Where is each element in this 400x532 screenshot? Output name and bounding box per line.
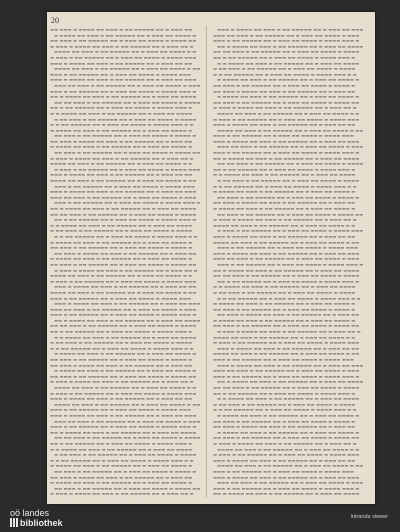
- page-number: 20: [51, 16, 59, 25]
- text-column-right: [213, 28, 363, 498]
- entry-line: ▬▬▬▬ ▬▬ ▬▬▬ ▬ ▬▬ ▬▬▬▬▬ ▬▬ ▬ ▬▬▬ ▬▬ ▬▬▬▬ ▬ ▬: [213, 223, 356, 229]
- entry-line: ▬▬ ▬▬▬ ▬ ▬▬ ▬▬▬▬▬ ▬▬ ▬ ▬▬▬ ▬▬ ▬▬▬▬ ▬ ▬▬▬▬ ▬: [50, 246, 193, 252]
- entry-line: ▬▬ ▬ ▬▬ ▬▬▬▬▬ ▬▬ ▬ ▬▬▬ ▬▬ ▬▬▬▬ ▬ ▬▬▬▬ ▬▬▬ ▬: [50, 330, 193, 336]
- entry-line: ▬ ▬▬▬▬ ▬▬ ▬▬▬ ▬ ▬▬ ▬▬▬▬▬ ▬▬ ▬ ▬▬▬ ▬▬ ▬▬▬▬ ▬: [217, 430, 360, 436]
- entry-line: ▬▬ ▬▬▬ ▬ ▬▬ ▬▬▬▬▬ ▬▬ ▬ ▬▬▬ ▬▬ ▬▬▬▬ ▬ ▬▬▬▬ ▬▬: [217, 212, 363, 218]
- entry-line: ▬ ▬▬▬▬ ▬▬ ▬▬▬ ▬ ▬▬ ▬▬▬▬▬ ▬▬ ▬ ▬▬▬ ▬▬ ▬▬▬▬ ▬: [54, 369, 197, 375]
- entry-line: ▬▬▬ ▬▬ ▬▬▬ ▬ ▬▬ ▬▬▬▬▬ ▬▬ ▬ ▬▬▬ ▬▬ ▬▬▬▬ ▬ ▬▬▬: [213, 33, 360, 39]
- entry-line: ▬▬ ▬▬▬ ▬ ▬▬ ▬▬▬▬▬ ▬▬ ▬ ▬▬▬ ▬▬ ▬▬▬▬ ▬ ▬▬▬▬ ▬▬: [213, 100, 360, 106]
- entry-line: ▬▬▬ ▬ ▬▬ ▬▬▬▬▬ ▬▬ ▬ ▬▬▬ ▬▬ ▬▬▬▬ ▬ ▬▬▬▬ ▬▬▬ ▬: [213, 374, 360, 380]
- entry-line: ▬ ▬ ▬▬ ▬▬▬▬▬ ▬▬ ▬ ▬▬▬ ▬▬ ▬▬▬▬ ▬ ▬▬▬▬ ▬▬▬ ▬ ▬: [50, 458, 194, 464]
- entry-line: ▬ ▬▬▬ ▬ ▬▬▬▬ ▬▬ ▬▬▬ ▬ ▬▬ ▬▬▬▬▬ ▬▬ ▬ ▬▬▬ ▬▬ ▬: [213, 106, 357, 112]
- entry-line: ▬▬▬ ▬ ▬▬ ▬▬▬▬▬ ▬▬ ▬ ▬▬▬ ▬▬ ▬▬▬▬ ▬ ▬▬▬▬ ▬▬▬ ▬: [213, 486, 360, 492]
- entry-line: ▬▬ ▬ ▬▬ ▬▬▬▬▬ ▬▬ ▬ ▬▬▬ ▬▬ ▬▬▬▬ ▬ ▬▬▬▬ ▬▬▬ ▬: [213, 167, 356, 173]
- entry-line: ▬▬▬▬ ▬▬ ▬▬▬ ▬ ▬▬ ▬▬▬▬▬ ▬▬ ▬ ▬▬▬ ▬▬ ▬▬▬▬ ▬ ▬▬: [50, 179, 197, 185]
- entry-line: ▬ ▬▬ ▬▬▬ ▬ ▬▬ ▬▬▬▬▬ ▬▬ ▬ ▬▬▬ ▬▬ ▬▬▬▬ ▬ ▬▬▬▬: [213, 290, 356, 296]
- entry-line: ▬ ▬▬▬ ▬ ▬▬ ▬▬▬▬▬ ▬▬ ▬ ▬▬▬ ▬▬ ▬▬▬▬ ▬ ▬▬▬▬ ▬▬▬: [50, 55, 197, 61]
- entry-line: ▬ ▬▬ ▬▬▬ ▬ ▬▬ ▬▬▬▬▬ ▬▬ ▬ ▬▬▬ ▬▬ ▬▬▬▬ ▬ ▬▬▬▬: [213, 67, 356, 73]
- entry-line: ▬ ▬▬▬ ▬ ▬▬▬▬ ▬▬ ▬▬▬ ▬ ▬▬ ▬▬▬▬▬ ▬▬ ▬ ▬▬▬ ▬▬ ▬: [50, 44, 194, 50]
- logo-line-bottom: [10, 518, 63, 528]
- entry-line: ▬▬ ▬▬▬ ▬ ▬▬ ▬▬▬▬▬ ▬▬ ▬ ▬▬▬ ▬▬ ▬▬▬▬ ▬ ▬▬▬▬ ▬: [217, 195, 360, 201]
- entry-line: ▬ ▬▬ ▬▬▬ ▬ ▬▬ ▬▬▬▬▬ ▬▬ ▬ ▬▬▬ ▬▬ ▬▬▬▬ ▬ ▬▬▬▬: [54, 453, 197, 459]
- entry-line: ▬▬ ▬▬▬ ▬ ▬▬▬▬ ▬▬ ▬▬▬ ▬ ▬▬ ▬▬▬▬▬ ▬▬ ▬ ▬▬▬ ▬▬: [50, 475, 193, 481]
- entry-line: ▬▬▬▬ ▬▬ ▬▬▬ ▬ ▬▬ ▬▬▬▬▬ ▬▬ ▬ ▬▬▬ ▬▬ ▬▬▬▬ ▬ ▬: [217, 111, 360, 117]
- entry-line: ▬▬▬ ▬ ▬▬ ▬▬▬▬▬ ▬▬ ▬ ▬▬▬ ▬▬ ▬▬▬▬ ▬ ▬▬▬▬ ▬▬▬ ▬: [50, 89, 197, 95]
- entry-line: ▬ ▬ ▬▬▬▬ ▬▬ ▬▬▬ ▬ ▬▬ ▬▬▬▬▬ ▬▬ ▬ ▬▬▬ ▬▬ ▬▬▬▬: [50, 447, 193, 453]
- entry-line: ▬ ▬▬▬ ▬ ▬▬ ▬▬▬▬▬ ▬▬ ▬ ▬▬▬ ▬▬ ▬▬▬▬ ▬ ▬▬▬▬ ▬▬▬: [213, 117, 360, 123]
- entry-line: ▬▬▬ ▬ ▬▬▬▬ ▬▬ ▬▬▬ ▬ ▬▬ ▬▬▬▬▬ ▬▬ ▬ ▬▬▬ ▬▬ ▬▬▬: [217, 28, 363, 33]
- entry-line: ▬▬▬ ▬ ▬▬ ▬▬▬▬▬ ▬▬ ▬ ▬▬▬ ▬▬ ▬▬▬▬ ▬ ▬▬▬▬ ▬▬▬ ▬: [213, 151, 360, 157]
- entry-line: ▬▬▬ ▬▬ ▬▬▬ ▬ ▬▬ ▬▬▬▬▬ ▬▬ ▬ ▬▬▬ ▬▬ ▬▬▬▬ ▬ ▬▬▬: [213, 369, 360, 375]
- entry-line: ▬ ▬▬ ▬▬▬ ▬ ▬▬ ▬▬▬▬▬ ▬▬ ▬ ▬▬▬ ▬▬ ▬▬▬▬ ▬ ▬▬▬▬: [213, 402, 356, 408]
- entry-line: ▬▬ ▬▬▬ ▬ ▬▬ ▬▬▬▬▬ ▬▬ ▬ ▬▬▬ ▬▬ ▬▬▬▬ ▬ ▬▬▬▬ ▬▬: [50, 39, 197, 45]
- entry-line: ▬▬▬ ▬ ▬▬▬▬ ▬▬ ▬▬▬ ▬ ▬▬ ▬▬▬▬▬ ▬▬ ▬ ▬▬▬ ▬▬ ▬▬: [50, 61, 193, 67]
- entry-line: ▬▬▬ ▬ ▬▬ ▬▬▬▬▬ ▬▬ ▬ ▬▬▬ ▬▬ ▬▬▬▬ ▬ ▬▬▬▬ ▬▬▬ ▬: [213, 39, 360, 45]
- entry-line: ▬ ▬ ▬▬▬▬ ▬▬ ▬▬▬ ▬ ▬▬ ▬▬▬▬▬ ▬▬ ▬ ▬▬▬ ▬▬ ▬▬▬▬: [213, 285, 356, 291]
- entry-line: ▬▬ ▬▬ ▬▬▬ ▬ ▬▬ ▬▬▬▬▬ ▬▬ ▬ ▬▬▬ ▬▬ ▬▬▬▬ ▬ ▬▬▬▬: [54, 100, 200, 106]
- entry-line: ▬▬▬ ▬▬ ▬▬▬ ▬ ▬▬ ▬▬▬▬▬ ▬▬ ▬ ▬▬▬ ▬▬ ▬▬▬▬ ▬ ▬▬▬: [217, 145, 363, 151]
- entry-line: ▬▬ ▬▬▬ ▬ ▬▬ ▬▬▬▬▬ ▬▬ ▬ ▬▬▬ ▬▬ ▬▬▬▬ ▬ ▬▬▬▬ ▬▬: [54, 486, 200, 492]
- entry-line: ▬▬ ▬▬▬ ▬ ▬▬ ▬▬▬▬▬ ▬▬ ▬ ▬▬▬ ▬▬ ▬▬▬▬ ▬ ▬▬▬▬ ▬▬: [50, 262, 197, 268]
- entry-line: ▬▬▬ ▬ ▬▬ ▬▬▬▬▬ ▬▬ ▬ ▬▬▬ ▬▬ ▬▬▬▬ ▬ ▬▬▬▬ ▬▬▬ ▬: [50, 313, 197, 319]
- entry-line: ▬▬▬▬ ▬▬ ▬▬▬ ▬ ▬▬ ▬▬▬▬▬ ▬▬ ▬ ▬▬▬ ▬▬ ▬▬▬▬ ▬ ▬: [213, 335, 356, 341]
- entry-line: ▬ ▬▬▬ ▬ ▬▬ ▬▬▬▬▬ ▬▬ ▬ ▬▬▬ ▬▬ ▬▬▬▬ ▬ ▬▬▬▬ ▬▬▬: [50, 279, 197, 285]
- entry-line: ▬ ▬ ▬▬▬▬ ▬▬ ▬▬▬ ▬ ▬▬ ▬▬▬▬▬ ▬▬ ▬ ▬▬▬ ▬▬ ▬▬▬▬: [50, 111, 193, 117]
- text-column-left: [50, 28, 200, 498]
- entry-line: ▬ ▬▬▬ ▬ ▬▬ ▬▬▬▬▬ ▬▬ ▬ ▬▬▬ ▬▬ ▬▬▬▬ ▬ ▬▬▬▬ ▬▬▬: [50, 391, 197, 397]
- entry-line: ▬▬▬ ▬▬ ▬▬▬ ▬ ▬▬ ▬▬▬▬▬ ▬▬ ▬ ▬▬▬ ▬▬ ▬▬▬▬ ▬ ▬▬▬: [50, 307, 197, 313]
- entry-line: ▬▬ ▬ ▬▬▬▬ ▬▬ ▬▬▬ ▬ ▬▬ ▬▬▬▬▬ ▬▬ ▬ ▬▬▬ ▬▬ ▬▬▬▬: [213, 156, 360, 162]
- entry-line: ▬▬▬ ▬ ▬▬▬▬ ▬▬ ▬▬▬ ▬ ▬▬ ▬▬▬▬▬ ▬▬ ▬ ▬▬▬ ▬▬ ▬▬▬: [50, 78, 197, 84]
- entry-line: ▬▬ ▬▬▬ ▬ ▬▬ ▬▬▬▬▬ ▬▬ ▬ ▬▬▬ ▬▬ ▬▬▬▬ ▬ ▬▬▬▬ ▬: [213, 419, 356, 425]
- column-divider: [206, 26, 207, 498]
- entry-line: ▬▬ ▬ ▬▬ ▬▬▬▬▬ ▬▬ ▬ ▬▬▬ ▬▬ ▬▬▬▬ ▬ ▬▬▬▬ ▬▬▬ ▬: [54, 218, 197, 224]
- entry-line: ▬ ▬▬▬ ▬ ▬▬ ▬▬▬▬▬ ▬▬ ▬ ▬▬▬ ▬▬ ▬▬▬▬ ▬ ▬▬▬▬ ▬▬▬: [54, 167, 200, 173]
- entry-line: ▬ ▬ ▬▬ ▬▬▬▬▬ ▬▬ ▬ ▬▬▬ ▬▬ ▬▬▬▬ ▬ ▬▬▬▬ ▬▬▬ ▬ ▬: [50, 346, 194, 352]
- entry-line: ▬▬▬▬ ▬▬ ▬▬▬ ▬ ▬▬ ▬▬▬▬▬ ▬▬ ▬ ▬▬▬ ▬▬ ▬▬▬▬ ▬ ▬▬: [54, 67, 200, 73]
- entry-line: ▬▬▬ ▬ ▬▬▬▬ ▬▬ ▬▬▬ ▬ ▬▬ ▬▬▬▬▬ ▬▬ ▬ ▬▬▬ ▬▬ ▬▬: [50, 397, 193, 403]
- entry-line: ▬ ▬ ▬▬ ▬▬▬▬▬ ▬▬ ▬ ▬▬▬ ▬▬ ▬▬▬▬ ▬ ▬▬▬▬ ▬▬▬ ▬ ▬: [213, 72, 357, 78]
- entry-line: ▬▬▬▬ ▬▬ ▬▬▬ ▬ ▬▬ ▬▬▬▬▬ ▬▬ ▬ ▬▬▬ ▬▬ ▬▬▬▬ ▬ ▬: [54, 50, 197, 56]
- entry-line: ▬ ▬ ▬▬ ▬▬▬▬▬ ▬▬ ▬ ▬▬▬ ▬▬ ▬▬▬▬ ▬ ▬▬▬▬ ▬▬▬ ▬ ▬: [50, 123, 194, 129]
- entry-line: ▬▬▬▬ ▬▬ ▬▬▬ ▬ ▬▬ ▬▬▬▬▬ ▬▬ ▬ ▬▬▬ ▬▬ ▬▬▬▬ ▬ ▬▬: [217, 464, 363, 470]
- entry-line: ▬▬▬ ▬ ▬▬▬▬ ▬▬ ▬▬▬ ▬ ▬▬ ▬▬▬▬▬ ▬▬ ▬ ▬▬▬ ▬▬ ▬▬▬: [213, 139, 360, 145]
- entry-line: ▬▬▬ ▬ ▬▬▬▬ ▬▬ ▬▬▬ ▬ ▬▬ ▬▬▬▬▬ ▬▬ ▬ ▬▬▬ ▬▬ ▬▬▬: [50, 413, 197, 419]
- entry-line: ▬▬ ▬▬▬ ▬ ▬▬▬▬ ▬▬ ▬▬▬ ▬ ▬▬ ▬▬▬▬▬ ▬▬ ▬ ▬▬▬ ▬▬: [213, 201, 356, 207]
- logo-line-top: oö landes: [10, 508, 50, 518]
- entry-line: ▬▬ ▬ ▬▬▬▬ ▬▬ ▬▬▬ ▬ ▬▬ ▬▬▬▬▬ ▬▬ ▬ ▬▬▬ ▬▬ ▬▬▬▬: [217, 44, 363, 50]
- entry-line: ▬▬ ▬▬▬ ▬ ▬▬ ▬▬▬▬▬ ▬▬ ▬ ▬▬▬ ▬▬ ▬▬▬▬ ▬ ▬▬▬▬ ▬▬: [213, 324, 360, 330]
- entry-line: ▬▬▬▬ ▬▬ ▬▬▬ ▬ ▬▬ ▬▬▬▬▬ ▬▬ ▬ ▬▬▬ ▬▬ ▬▬▬▬ ▬ ▬: [50, 162, 193, 168]
- entry-line: ▬▬▬▬ ▬▬ ▬▬▬ ▬ ▬▬ ▬▬▬▬▬ ▬▬ ▬ ▬▬▬ ▬▬ ▬▬▬▬ ▬ ▬▬: [50, 290, 197, 296]
- entry-line: ▬ ▬▬▬▬ ▬▬ ▬▬▬ ▬ ▬▬ ▬▬▬▬▬ ▬▬ ▬ ▬▬▬ ▬▬ ▬▬▬▬ ▬: [54, 33, 197, 39]
- entry-line: ▬▬ ▬▬ ▬▬▬ ▬ ▬▬ ▬▬▬▬▬ ▬▬ ▬ ▬▬▬ ▬▬ ▬▬▬▬ ▬ ▬▬▬▬: [213, 50, 360, 56]
- entry-line: ▬▬ ▬▬▬ ▬ ▬▬ ▬▬▬▬▬ ▬▬ ▬ ▬▬▬ ▬▬ ▬▬▬▬ ▬ ▬▬▬▬ ▬▬: [50, 374, 197, 380]
- entry-line: ▬ ▬▬▬▬ ▬▬ ▬▬▬ ▬ ▬▬ ▬▬▬▬▬ ▬▬ ▬ ▬▬▬ ▬▬ ▬▬▬▬ ▬: [217, 413, 360, 419]
- entry-line: ▬ ▬▬▬ ▬ ▬▬▬▬ ▬▬ ▬▬▬ ▬ ▬▬ ▬▬▬▬▬ ▬▬ ▬ ▬▬▬ ▬▬ ▬: [213, 218, 357, 224]
- entry-line: ▬▬▬ ▬▬ ▬▬▬ ▬ ▬▬ ▬▬▬▬▬ ▬▬ ▬ ▬▬▬ ▬▬ ▬▬▬▬ ▬ ▬▬▬: [54, 83, 200, 89]
- entry-line: ▬▬▬ ▬ ▬▬▬▬ ▬▬ ▬▬▬ ▬ ▬▬ ▬▬▬▬▬ ▬▬ ▬ ▬▬▬ ▬▬ ▬▬▬: [50, 190, 197, 196]
- entry-line: ▬ ▬▬▬▬ ▬▬ ▬▬▬ ▬ ▬▬ ▬▬▬▬▬ ▬▬ ▬ ▬▬▬ ▬▬ ▬▬▬▬ ▬: [213, 207, 356, 212]
- entry-line: ▬▬▬ ▬ ▬▬ ▬▬▬▬▬ ▬▬ ▬ ▬▬▬ ▬▬ ▬▬▬▬ ▬ ▬▬▬▬ ▬▬▬: [213, 469, 354, 475]
- entry-line: ▬▬ ▬ ▬▬▬▬ ▬▬ ▬▬▬ ▬ ▬▬ ▬▬▬▬▬ ▬▬ ▬ ▬▬▬ ▬▬ ▬▬▬▬: [50, 207, 197, 212]
- entry-line: ▬▬ ▬▬▬ ▬ ▬▬ ▬▬▬▬▬ ▬▬ ▬ ▬▬▬ ▬▬ ▬▬▬▬ ▬ ▬▬▬▬ ▬: [213, 83, 356, 89]
- entry-line: ▬ ▬ ▬▬▬▬ ▬▬ ▬▬▬ ▬ ▬▬ ▬▬▬▬▬ ▬▬ ▬ ▬▬▬ ▬▬ ▬▬▬▬: [213, 173, 356, 179]
- entry-line: ▬ ▬▬ ▬▬▬ ▬ ▬▬ ▬▬▬▬▬ ▬▬ ▬ ▬▬▬ ▬▬ ▬▬▬▬ ▬ ▬▬▬▬: [50, 341, 193, 347]
- entry-line: ▬ ▬▬▬ ▬ ▬▬▬▬ ▬▬ ▬▬▬ ▬ ▬▬ ▬▬▬▬▬ ▬▬ ▬ ▬▬▬ ▬▬ ▬: [50, 156, 194, 162]
- entry-line: ▬ ▬▬▬▬ ▬▬ ▬▬▬ ▬ ▬▬ ▬▬▬▬▬ ▬▬ ▬ ▬▬▬ ▬▬ ▬▬▬▬ ▬: [213, 190, 356, 196]
- entry-line: ▬▬ ▬▬▬ ▬ ▬▬ ▬▬▬▬▬ ▬▬ ▬ ▬▬▬ ▬▬ ▬▬▬▬ ▬ ▬▬▬▬ ▬▬: [213, 436, 360, 442]
- library-logo: [10, 508, 63, 528]
- entry-line: ▬ ▬ ▬▬ ▬▬▬▬▬ ▬▬ ▬ ▬▬▬ ▬▬ ▬▬▬▬ ▬ ▬▬▬▬ ▬▬▬ ▬ ▬: [213, 184, 357, 190]
- entry-line: ▬▬▬▬ ▬▬ ▬▬▬ ▬ ▬▬ ▬▬▬▬▬ ▬▬ ▬ ▬▬▬ ▬▬ ▬▬▬▬ ▬ ▬▬: [54, 402, 200, 408]
- entry-line: ▬▬ ▬▬▬ ▬ ▬▬▬▬ ▬▬ ▬▬▬ ▬ ▬▬ ▬▬▬▬▬ ▬▬ ▬ ▬▬▬ ▬▬: [50, 28, 193, 33]
- entry-line: ▬ ▬▬▬▬ ▬▬ ▬▬▬ ▬ ▬▬ ▬▬▬▬▬ ▬▬ ▬ ▬▬▬ ▬▬ ▬▬▬▬ ▬: [50, 257, 193, 263]
- entry-line: ▬▬▬ ▬ ▬▬ ▬▬▬▬▬ ▬▬ ▬ ▬▬▬ ▬▬ ▬▬▬▬ ▬ ▬▬▬▬ ▬▬▬: [54, 184, 195, 190]
- entry-line: ▬ ▬▬▬ ▬ ▬▬ ▬▬▬▬▬ ▬▬ ▬ ▬▬▬ ▬▬ ▬▬▬▬ ▬ ▬▬▬▬ ▬▬▬: [217, 229, 363, 235]
- entry-line: ▬▬ ▬ ▬▬▬▬ ▬▬ ▬▬▬ ▬ ▬▬ ▬▬▬▬▬ ▬▬ ▬ ▬▬▬ ▬▬ ▬▬▬▬: [54, 318, 200, 324]
- document-page: [47, 12, 375, 504]
- entry-line: ▬▬▬ ▬ ▬▬ ▬▬▬▬▬ ▬▬ ▬ ▬▬▬ ▬▬ ▬▬▬▬ ▬ ▬▬▬▬ ▬▬▬: [213, 134, 354, 140]
- entry-line: ▬▬▬ ▬▬ ▬▬▬ ▬ ▬▬ ▬▬▬▬▬ ▬▬ ▬ ▬▬▬ ▬▬ ▬▬▬▬ ▬ ▬▬▬: [217, 481, 363, 487]
- entry-line: ▬▬▬▬ ▬▬ ▬▬▬ ▬ ▬▬ ▬▬▬▬▬ ▬▬ ▬ ▬▬▬ ▬▬ ▬▬▬▬ ▬ ▬: [217, 447, 360, 453]
- entry-line: ▬▬ ▬▬▬ ▬ ▬▬▬▬ ▬▬ ▬▬▬ ▬ ▬▬ ▬▬▬▬▬ ▬▬ ▬ ▬▬▬ ▬▬: [50, 363, 193, 369]
- entry-line: ▬ ▬▬▬ ▬ ▬▬▬▬ ▬▬ ▬▬▬ ▬ ▬▬ ▬▬▬▬▬ ▬▬ ▬ ▬▬▬ ▬▬ ▬: [50, 380, 194, 386]
- entry-line: ▬▬ ▬▬ ▬▬▬ ▬ ▬▬ ▬▬▬▬▬ ▬▬ ▬ ▬▬▬ ▬▬ ▬▬▬▬ ▬ ▬▬▬▬: [217, 162, 363, 168]
- entry-line: ▬ ▬▬▬▬ ▬▬ ▬▬▬ ▬ ▬▬ ▬▬▬▬▬ ▬▬ ▬ ▬▬▬ ▬▬ ▬▬▬▬ ▬: [213, 302, 356, 308]
- entry-line: ▬▬ ▬▬ ▬▬▬ ▬ ▬▬ ▬▬▬▬▬ ▬▬ ▬ ▬▬▬ ▬▬ ▬▬▬▬ ▬ ▬▬▬▬: [50, 324, 197, 330]
- entry-line: ▬▬ ▬▬▬ ▬ ▬▬▬▬ ▬▬ ▬▬▬ ▬ ▬▬ ▬▬▬▬▬ ▬▬ ▬ ▬▬▬ ▬▬: [217, 313, 360, 319]
- entry-line: ▬ ▬▬▬▬ ▬▬ ▬▬▬ ▬ ▬▬ ▬▬▬▬▬ ▬▬ ▬ ▬▬▬ ▬▬ ▬▬▬▬ ▬: [50, 240, 193, 246]
- entry-line: ▬▬▬ ▬ ▬▬▬▬ ▬▬ ▬▬▬ ▬ ▬▬ ▬▬▬▬▬ ▬▬ ▬ ▬▬▬ ▬▬ ▬▬▬: [213, 475, 360, 481]
- entry-line: ▬▬▬▬ ▬▬ ▬▬▬ ▬ ▬▬ ▬▬▬▬▬ ▬▬ ▬ ▬▬▬ ▬▬ ▬▬▬▬ ▬ ▬▬: [213, 352, 360, 358]
- entry-line: ▬▬ ▬▬▬ ▬ ▬▬ ▬▬▬▬▬ ▬▬ ▬ ▬▬▬ ▬▬ ▬▬▬▬ ▬ ▬▬▬▬ ▬: [54, 134, 197, 140]
- entry-line: ▬▬▬ ▬ ▬▬▬▬ ▬▬ ▬▬▬ ▬ ▬▬ ▬▬▬▬▬ ▬▬ ▬ ▬▬▬ ▬▬ ▬▬▬: [54, 302, 200, 308]
- entry-line: ▬▬ ▬▬ ▬▬▬ ▬ ▬▬ ▬▬▬▬▬ ▬▬ ▬ ▬▬▬ ▬▬ ▬▬▬▬ ▬ ▬▬▬▬: [54, 436, 200, 442]
- entry-line: ▬▬▬ ▬ ▬▬▬▬ ▬▬ ▬▬▬ ▬ ▬▬ ▬▬▬▬▬ ▬▬ ▬ ▬▬▬ ▬▬ ▬▬: [213, 458, 356, 464]
- entry-line: ▬▬ ▬▬▬ ▬ ▬▬▬▬ ▬▬ ▬▬▬ ▬ ▬▬ ▬▬▬▬▬ ▬▬ ▬ ▬▬▬ ▬▬: [50, 139, 193, 145]
- entry-line: ▬▬ ▬ ▬▬ ▬▬▬▬▬ ▬▬ ▬ ▬▬▬ ▬▬ ▬▬▬▬ ▬ ▬▬▬▬ ▬▬▬ ▬: [213, 391, 356, 397]
- entry-line: ▬ ▬▬▬▬ ▬▬ ▬▬▬ ▬ ▬▬ ▬▬▬▬▬ ▬▬ ▬ ▬▬▬ ▬▬ ▬▬▬▬ ▬: [50, 481, 193, 487]
- entry-line: ▬▬ ▬ ▬▬▬▬ ▬▬ ▬▬▬ ▬ ▬▬ ▬▬▬▬▬ ▬▬ ▬ ▬▬▬ ▬▬ ▬▬▬▬: [50, 95, 197, 101]
- entry-line: ▬▬▬ ▬ ▬▬▬▬ ▬▬ ▬▬▬ ▬ ▬▬ ▬▬▬▬▬ ▬▬ ▬ ▬▬▬ ▬▬ ▬▬: [217, 346, 360, 352]
- entry-line: ▬ ▬▬▬ ▬ ▬▬ ▬▬▬▬▬ ▬▬ ▬ ▬▬▬ ▬▬ ▬▬▬▬ ▬ ▬▬▬▬ ▬▬▬: [213, 341, 360, 347]
- entry-line: ▬ ▬ ▬▬▬▬ ▬▬ ▬▬▬ ▬ ▬▬ ▬▬▬▬▬ ▬▬ ▬ ▬▬▬ ▬▬ ▬▬▬▬: [217, 61, 360, 67]
- entry-line: ▬▬▬ ▬ ▬▬ ▬▬▬▬▬ ▬▬ ▬ ▬▬▬ ▬▬ ▬▬▬▬ ▬ ▬▬▬▬ ▬▬▬ ▬: [50, 425, 197, 431]
- entry-line: ▬▬ ▬▬▬ ▬ ▬▬▬▬ ▬▬ ▬▬▬ ▬ ▬▬ ▬▬▬▬▬ ▬▬ ▬ ▬▬▬ ▬▬: [54, 251, 197, 257]
- entry-line: ▬▬ ▬▬ ▬▬▬ ▬ ▬▬ ▬▬▬▬▬ ▬▬ ▬ ▬▬▬ ▬▬ ▬▬▬▬ ▬ ▬▬▬▬: [213, 274, 360, 280]
- entry-line: ▬ ▬ ▬▬ ▬▬▬▬▬ ▬▬ ▬ ▬▬▬ ▬▬ ▬▬▬▬ ▬ ▬▬▬▬ ▬▬▬ ▬ ▬: [54, 234, 198, 240]
- entry-line: ▬ ▬▬▬▬ ▬▬ ▬▬▬ ▬ ▬▬ ▬▬▬▬▬ ▬▬ ▬ ▬▬▬ ▬▬ ▬▬▬▬ ▬: [50, 145, 193, 151]
- entry-line: ▬▬▬▬ ▬▬ ▬▬▬ ▬ ▬▬ ▬▬▬▬▬ ▬▬ ▬ ▬▬▬ ▬▬ ▬▬▬▬ ▬ ▬▬: [213, 240, 360, 246]
- entry-line: ▬ ▬ ▬▬ ▬▬▬▬▬ ▬▬ ▬ ▬▬▬ ▬▬ ▬▬▬▬ ▬ ▬▬▬▬ ▬▬▬ ▬ ▬: [217, 296, 361, 302]
- entry-line: ▬ ▬▬ ▬▬▬ ▬ ▬▬ ▬▬▬▬▬ ▬▬ ▬ ▬▬▬ ▬▬ ▬▬▬▬ ▬ ▬▬▬▬: [217, 179, 360, 185]
- entry-line: ▬▬ ▬▬▬ ▬ ▬▬ ▬▬▬▬▬ ▬▬ ▬ ▬▬▬ ▬▬ ▬▬▬▬ ▬ ▬▬▬▬ ▬▬: [54, 151, 200, 157]
- entry-line: ▬▬ ▬ ▬▬ ▬▬▬▬▬ ▬▬ ▬ ▬▬▬ ▬▬ ▬▬▬▬ ▬ ▬▬▬▬ ▬▬▬ ▬: [217, 279, 360, 285]
- entry-line: ▬▬▬ ▬▬ ▬▬▬ ▬ ▬▬ ▬▬▬▬▬ ▬▬ ▬ ▬▬▬ ▬▬ ▬▬▬▬ ▬ ▬▬▬: [50, 195, 197, 201]
- entry-line: ▬▬ ▬ ▬▬▬▬ ▬▬ ▬▬▬ ▬ ▬▬ ▬▬▬▬▬ ▬▬ ▬ ▬▬▬ ▬▬ ▬▬▬▬: [50, 430, 197, 436]
- entry-line: ▬▬ ▬ ▬▬▬▬ ▬▬ ▬▬▬ ▬ ▬▬ ▬▬▬▬▬ ▬▬ ▬ ▬▬▬ ▬▬ ▬▬▬▬: [213, 492, 360, 498]
- entry-line: ▬▬ ▬ ▬▬ ▬▬▬▬▬ ▬▬ ▬ ▬▬▬ ▬▬ ▬▬▬▬ ▬ ▬▬▬▬ ▬▬▬ ▬: [50, 106, 193, 112]
- entry-line: ▬▬▬ ▬ ▬▬ ▬▬▬▬▬ ▬▬ ▬ ▬▬▬ ▬▬ ▬▬▬▬ ▬ ▬▬▬▬ ▬▬▬: [217, 246, 358, 252]
- entry-line: ▬▬ ▬▬ ▬▬▬ ▬ ▬▬ ▬▬▬▬▬ ▬▬ ▬ ▬▬▬ ▬▬ ▬▬▬▬ ▬ ▬▬▬▬: [213, 386, 360, 391]
- entry-line: ▬ ▬▬▬ ▬ ▬▬▬▬ ▬▬ ▬▬▬ ▬ ▬▬ ▬▬▬▬▬ ▬▬ ▬ ▬▬▬ ▬▬ ▬: [217, 330, 361, 336]
- entry-line: ▬ ▬▬▬ ▬ ▬▬▬▬ ▬▬ ▬▬▬ ▬ ▬▬ ▬▬▬▬▬ ▬▬ ▬ ▬▬▬ ▬▬ ▬: [50, 492, 194, 498]
- logo-bars-icon: [10, 518, 18, 527]
- entry-line: ▬ ▬ ▬▬▬▬ ▬▬ ▬▬▬ ▬ ▬▬ ▬▬▬▬▬ ▬▬ ▬ ▬▬▬ ▬▬ ▬▬▬▬: [54, 335, 197, 341]
- entry-line: ▬▬▬ ▬ ▬▬ ▬▬▬▬▬ ▬▬ ▬ ▬▬▬ ▬▬ ▬▬▬▬ ▬ ▬▬▬▬ ▬▬▬: [213, 358, 354, 364]
- entry-line: ▬▬▬▬ ▬▬ ▬▬▬ ▬ ▬▬ ▬▬▬▬▬ ▬▬ ▬ ▬▬▬ ▬▬ ▬▬▬▬ ▬ ▬: [54, 386, 197, 391]
- entry-line: ▬▬▬ ▬ ▬▬ ▬▬▬▬▬ ▬▬ ▬ ▬▬▬ ▬▬ ▬▬▬▬ ▬ ▬▬▬▬ ▬▬▬: [50, 408, 191, 414]
- entry-line: ▬▬ ▬ ▬▬ ▬▬▬▬▬ ▬▬ ▬ ▬▬▬ ▬▬ ▬▬▬▬ ▬ ▬▬▬▬ ▬▬▬ ▬: [213, 55, 356, 61]
- entry-line: ▬ ▬▬▬▬ ▬▬ ▬▬▬ ▬ ▬▬ ▬▬▬▬▬ ▬▬ ▬ ▬▬▬ ▬▬ ▬▬▬▬ ▬: [217, 95, 360, 101]
- entry-line: ▬ ▬▬▬▬ ▬▬ ▬▬▬ ▬ ▬▬ ▬▬▬▬▬ ▬▬ ▬ ▬▬▬ ▬▬ ▬▬▬▬ ▬: [54, 352, 197, 358]
- entry-line: ▬ ▬ ▬▬▬▬ ▬▬ ▬▬▬ ▬ ▬▬ ▬▬▬▬▬ ▬▬ ▬ ▬▬▬ ▬▬ ▬▬▬▬: [50, 223, 193, 229]
- entry-line: ▬▬ ▬▬ ▬▬▬ ▬ ▬▬ ▬▬▬▬▬ ▬▬ ▬ ▬▬▬ ▬▬ ▬▬▬▬ ▬ ▬▬▬▬: [50, 212, 197, 218]
- entry-line: ▬▬▬ ▬ ▬▬ ▬▬▬▬▬ ▬▬ ▬ ▬▬▬ ▬▬ ▬▬▬▬ ▬ ▬▬▬▬ ▬▬▬ ▬: [217, 262, 363, 268]
- entry-line: ▬ ▬▬ ▬▬▬ ▬ ▬▬ ▬▬▬▬▬ ▬▬ ▬ ▬▬▬ ▬▬ ▬▬▬▬ ▬ ▬▬▬▬: [50, 229, 193, 235]
- entry-line: ▬ ▬▬▬▬ ▬▬ ▬▬▬ ▬ ▬▬ ▬▬▬▬▬ ▬▬ ▬ ▬▬▬ ▬▬ ▬▬▬▬ ▬: [50, 464, 193, 470]
- entry-line: ▬▬▬▬ ▬▬ ▬▬▬ ▬ ▬▬ ▬▬▬▬▬ ▬▬ ▬ ▬▬▬ ▬▬ ▬▬▬▬ ▬ ▬: [50, 274, 193, 280]
- entry-line: ▬ ▬▬▬▬ ▬▬ ▬▬▬ ▬ ▬▬ ▬▬▬▬▬ ▬▬ ▬ ▬▬▬ ▬▬ ▬▬▬▬ ▬: [50, 128, 193, 134]
- entry-line: ▬▬▬ ▬ ▬▬▬▬ ▬▬ ▬▬▬ ▬ ▬▬ ▬▬▬▬▬ ▬▬ ▬ ▬▬▬ ▬▬ ▬▬: [54, 285, 197, 291]
- entry-line: ▬ ▬▬▬ ▬ ▬▬▬▬ ▬▬ ▬▬▬ ▬ ▬▬ ▬▬▬▬▬ ▬▬ ▬ ▬▬▬ ▬▬ ▬: [54, 268, 198, 274]
- entry-line: ▬▬▬ ▬ ▬▬▬▬ ▬▬ ▬▬▬ ▬ ▬▬ ▬▬▬▬▬ ▬▬ ▬ ▬▬▬ ▬▬ ▬▬: [50, 173, 193, 179]
- entry-line: ▬ ▬▬▬ ▬ ▬▬ ▬▬▬▬▬ ▬▬ ▬ ▬▬▬ ▬▬ ▬▬▬▬ ▬ ▬▬▬▬ ▬▬▬: [213, 453, 360, 459]
- entry-line: ▬▬ ▬▬▬ ▬ ▬▬▬▬ ▬▬ ▬▬▬ ▬ ▬▬ ▬▬▬▬▬ ▬▬ ▬ ▬▬▬ ▬▬: [213, 89, 356, 95]
- logo-text-bottom: bibliothek: [20, 518, 63, 528]
- entry-line: ▬▬ ▬▬▬ ▬ ▬▬▬▬ ▬▬ ▬▬▬ ▬ ▬▬ ▬▬▬▬▬ ▬▬ ▬ ▬▬▬ ▬▬: [213, 425, 356, 431]
- entry-line: ▬▬▬ ▬▬ ▬▬▬ ▬ ▬▬ ▬▬▬▬▬ ▬▬ ▬ ▬▬▬ ▬▬ ▬▬▬▬ ▬ ▬▬▬: [54, 419, 200, 425]
- entry-line: ▬▬▬ ▬ ▬▬▬▬ ▬▬ ▬▬▬ ▬ ▬▬ ▬▬▬▬▬ ▬▬ ▬ ▬▬▬ ▬▬ ▬▬▬: [213, 251, 360, 257]
- viewer-label: intranda viewer: [350, 514, 388, 520]
- entry-line: ▬▬▬ ▬▬ ▬▬▬ ▬ ▬▬ ▬▬▬▬▬ ▬▬ ▬ ▬▬▬ ▬▬ ▬▬▬▬ ▬ ▬▬▬: [213, 257, 360, 263]
- entry-line: ▬▬▬▬ ▬▬ ▬▬▬ ▬ ▬▬ ▬▬▬▬▬ ▬▬ ▬ ▬▬▬ ▬▬ ▬▬▬▬ ▬ ▬▬: [217, 128, 363, 134]
- entry-line: ▬ ▬ ▬▬▬▬ ▬▬ ▬▬▬ ▬ ▬▬ ▬▬▬▬▬ ▬▬ ▬ ▬▬▬ ▬▬ ▬▬▬▬: [217, 397, 360, 403]
- entry-line: ▬▬ ▬ ▬▬▬▬ ▬▬ ▬▬▬ ▬ ▬▬ ▬▬▬▬▬ ▬▬ ▬ ▬▬▬ ▬▬ ▬▬▬▬: [217, 380, 363, 386]
- entry-line: ▬ ▬▬▬ ▬ ▬▬▬▬ ▬▬ ▬▬▬ ▬ ▬▬ ▬▬▬▬▬ ▬▬ ▬ ▬▬▬ ▬▬ ▬: [213, 441, 357, 447]
- entry-line: ▬▬▬ ▬ ▬▬▬▬ ▬▬ ▬▬▬ ▬ ▬▬ ▬▬▬▬▬ ▬▬ ▬ ▬▬▬ ▬▬ ▬▬: [213, 123, 356, 129]
- entry-line: ▬▬ ▬ ▬▬ ▬▬▬▬▬ ▬▬ ▬ ▬▬▬ ▬▬ ▬▬▬▬ ▬ ▬▬▬▬ ▬▬▬ ▬: [50, 441, 193, 447]
- entry-line: ▬▬ ▬ ▬▬▬▬ ▬▬ ▬▬▬ ▬ ▬▬ ▬▬▬▬▬ ▬▬ ▬ ▬▬▬ ▬▬ ▬▬▬▬: [213, 268, 360, 274]
- entry-line: ▬▬▬ ▬ ▬▬ ▬▬▬▬▬ ▬▬ ▬ ▬▬▬ ▬▬ ▬▬▬▬ ▬ ▬▬▬▬ ▬▬▬: [50, 72, 191, 78]
- entry-line: ▬ ▬▬ ▬▬▬ ▬ ▬▬ ▬▬▬▬▬ ▬▬ ▬ ▬▬▬ ▬▬ ▬▬▬▬ ▬ ▬▬▬▬: [54, 117, 197, 123]
- entry-line: ▬▬ ▬▬▬ ▬ ▬▬ ▬▬▬▬▬ ▬▬ ▬ ▬▬▬ ▬▬ ▬▬▬▬ ▬ ▬▬▬▬ ▬: [50, 358, 193, 364]
- entry-line: ▬▬ ▬▬▬ ▬ ▬▬ ▬▬▬▬▬ ▬▬ ▬ ▬▬▬ ▬▬ ▬▬▬▬ ▬ ▬▬▬▬ ▬: [54, 469, 197, 475]
- entry-line: ▬▬▬ ▬ ▬▬ ▬▬▬▬▬ ▬▬ ▬ ▬▬▬ ▬▬ ▬▬▬▬ ▬ ▬▬▬▬ ▬▬▬ ▬: [54, 201, 200, 207]
- entry-line: ▬ ▬▬▬▬ ▬▬ ▬▬▬ ▬ ▬▬ ▬▬▬▬▬ ▬▬ ▬ ▬▬▬ ▬▬ ▬▬▬▬ ▬: [213, 318, 356, 324]
- entry-line: ▬ ▬▬▬▬ ▬▬ ▬▬▬ ▬ ▬▬ ▬▬▬▬▬ ▬▬ ▬ ▬▬▬ ▬▬ ▬▬▬▬ ▬: [217, 78, 360, 84]
- entry-line: ▬▬▬ ▬ ▬▬ ▬▬▬▬▬ ▬▬ ▬ ▬▬▬ ▬▬ ▬▬▬▬ ▬ ▬▬▬▬ ▬▬▬: [50, 296, 191, 302]
- entry-line: ▬ ▬ ▬▬ ▬▬▬▬▬ ▬▬ ▬ ▬▬▬ ▬▬ ▬▬▬▬ ▬ ▬▬▬▬ ▬▬▬ ▬ ▬: [213, 408, 357, 414]
- entry-line: ▬▬ ▬▬▬ ▬ ▬▬ ▬▬▬▬▬ ▬▬ ▬ ▬▬▬ ▬▬ ▬▬▬▬ ▬ ▬▬▬▬ ▬: [213, 307, 356, 313]
- entry-line: ▬▬▬ ▬ ▬▬▬▬ ▬▬ ▬▬▬ ▬ ▬▬ ▬▬▬▬▬ ▬▬ ▬ ▬▬▬ ▬▬ ▬▬▬: [217, 363, 363, 369]
- entry-line: ▬▬▬ ▬ ▬▬▬▬ ▬▬ ▬▬▬ ▬ ▬▬ ▬▬▬▬▬ ▬▬ ▬ ▬▬▬ ▬▬ ▬▬: [213, 234, 356, 240]
